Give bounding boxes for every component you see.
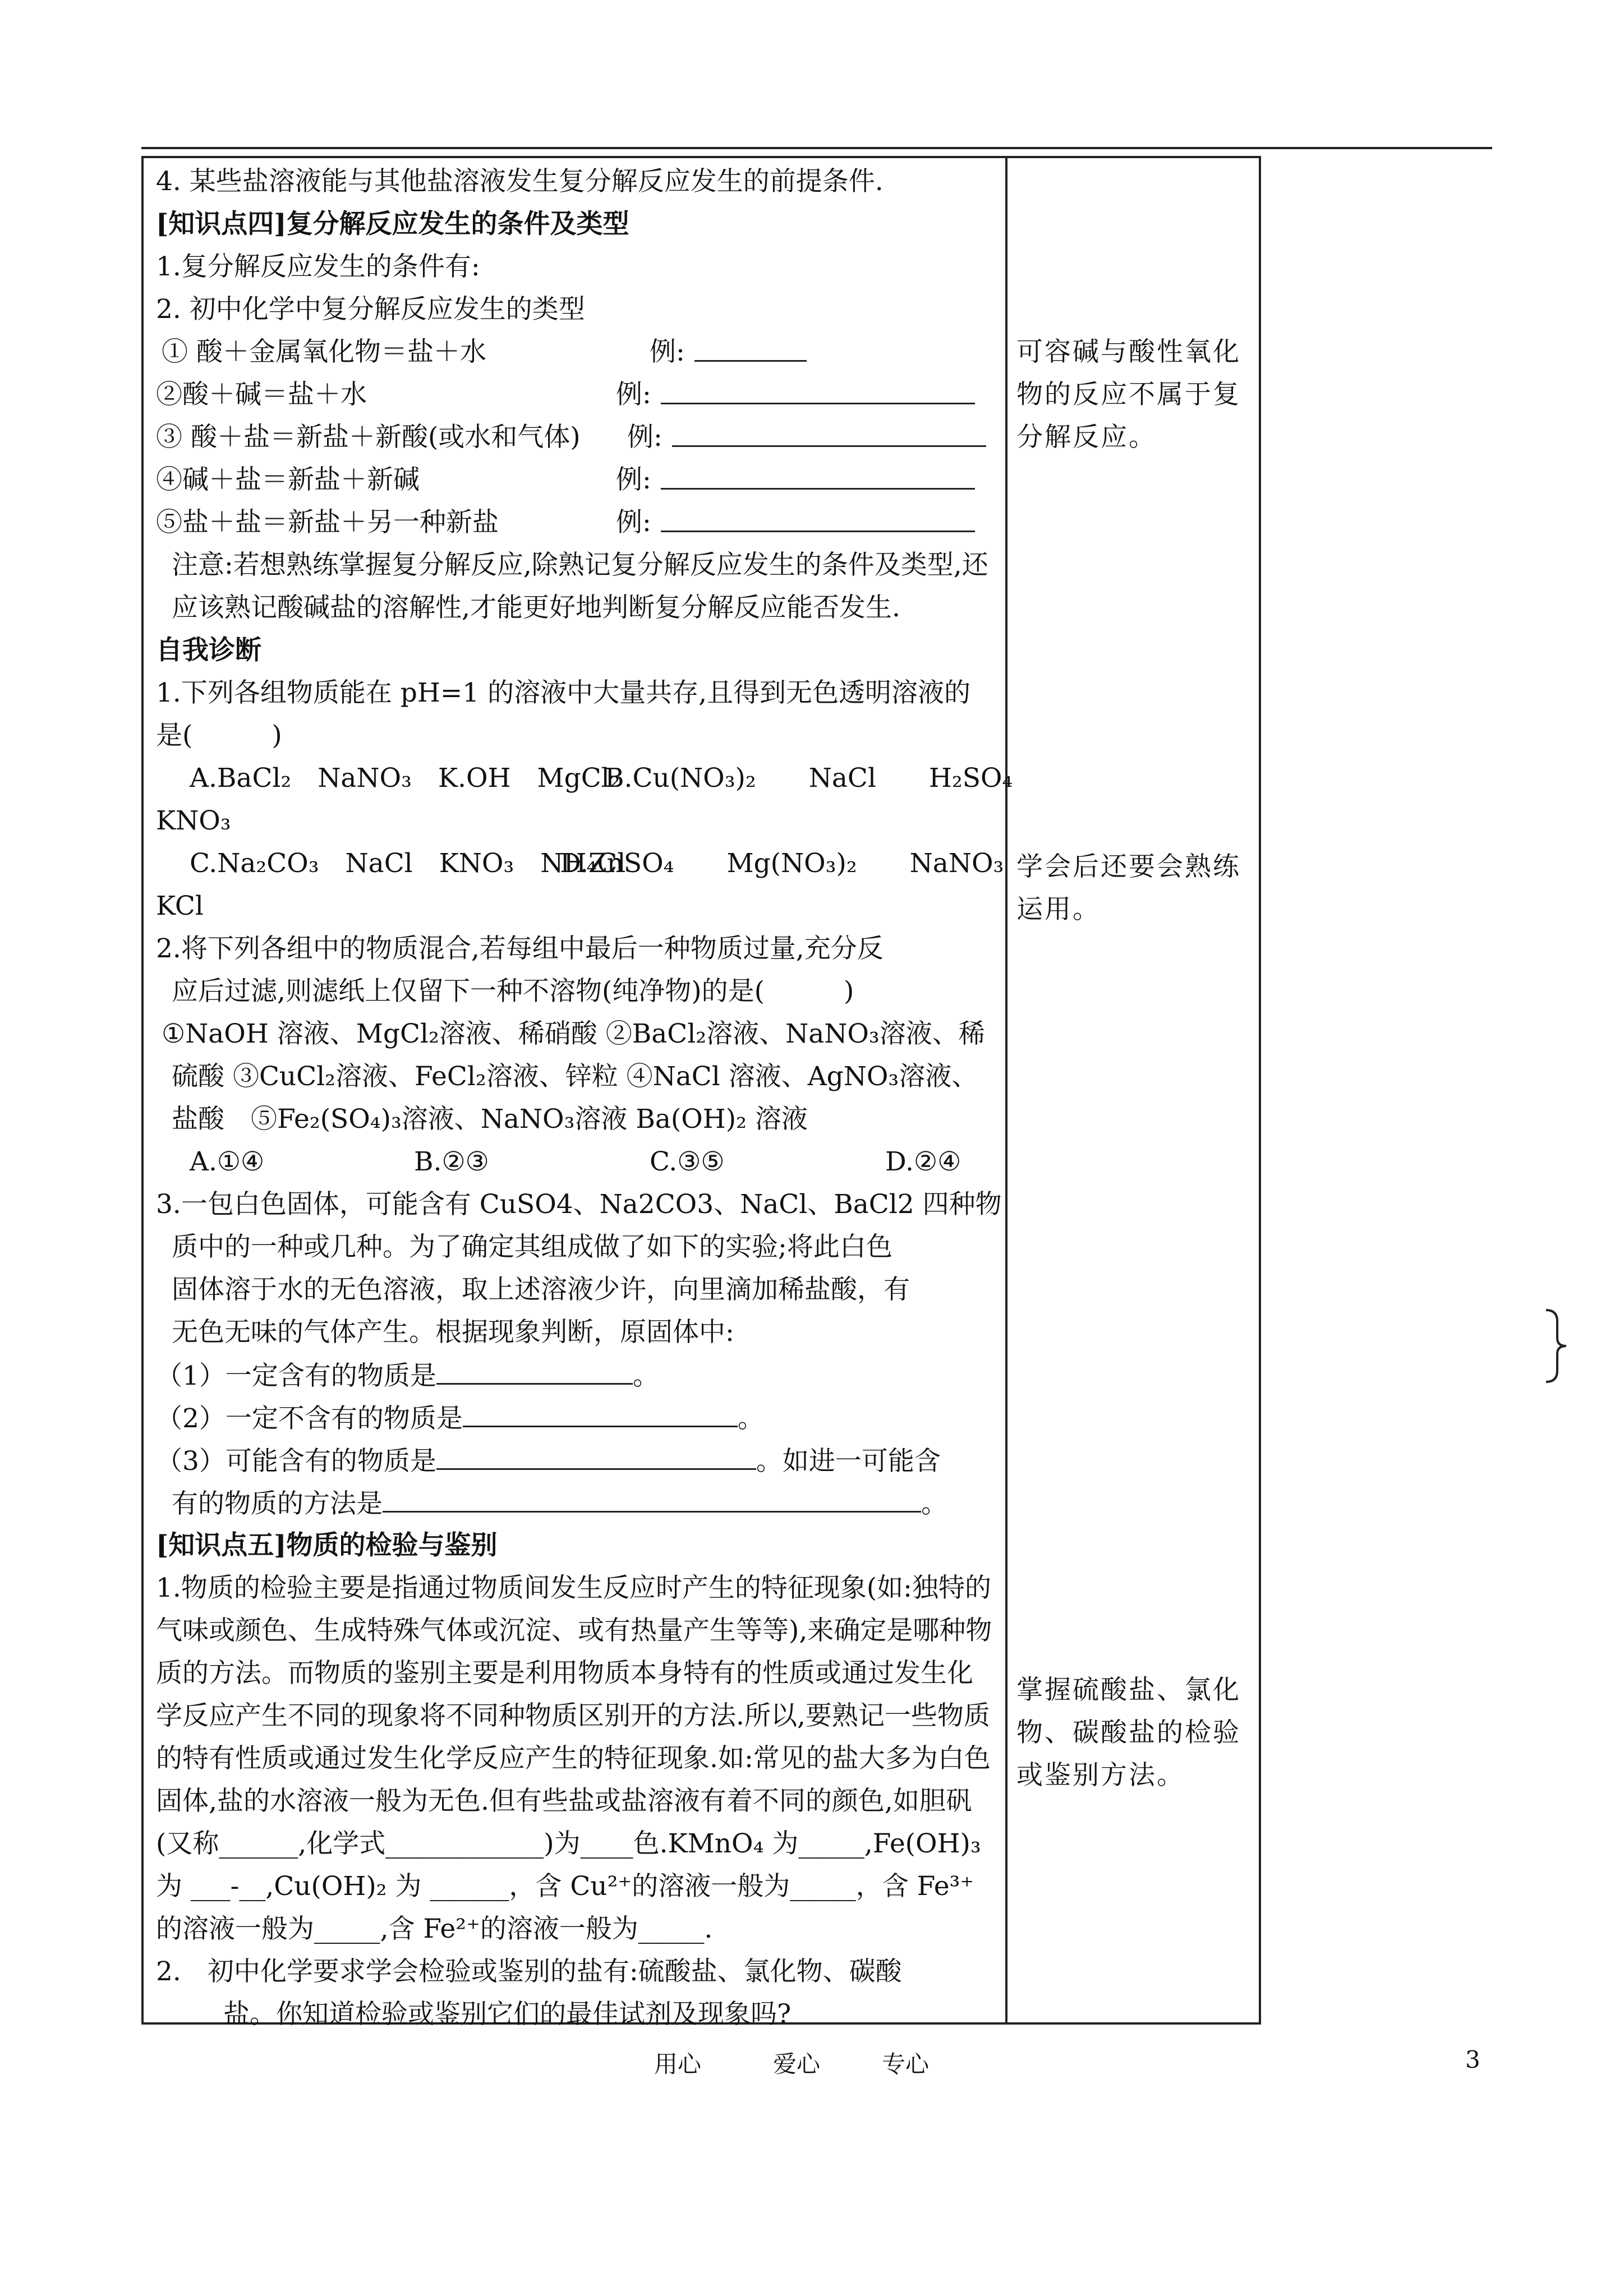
diag-heading: 自我诊断 xyxy=(156,635,261,666)
q1-options-ab: A.BaCl₂ NaNO₃ K.OH MgCl₂ B.Cu(NO₃)₂ NaCl H₂SO₄ xyxy=(190,763,1013,794)
q2-stem-a: 2.将下列各组中的物质混合,若每组中最后一种物质过量,充分反 xyxy=(156,933,884,964)
footer-word-3: 专心 xyxy=(882,2050,930,2078)
q2-items-a: ①NaOH 溶液、MgCl₂溶液、稀硝酸 ②BaCl₂溶液、NaNO₃溶液、稀 xyxy=(162,1018,985,1049)
answer-blank[interactable] xyxy=(661,374,975,404)
k5-paragraph-1: 1.物质的检验主要是指通过物质间发生反应时产生的特征现象(如:独特的气味或颜色、生成特殊气体或沉淀、或有热量产生等等),来确定是哪种物质的方法。而物质的鉴别主要是利用物质本身特有的性质或通过发生化学反应产生不同的现象将不同种物质区别开的方法.所以,要熟记一些物质的特有性质或通过发生化学反应产生的特征现象.如:常见的盐大多为白色固体,盐的水溶液一般为无色.但有些盐或盐溶液有着不同的颜色,如胆矾(又称______,化学式____________)为____色.KMnO₄ 为_____,Fe(OH)₃ 为 ___-__,Cu(OH)₂ 为 ______，含 Cu²⁺的溶液一般为_____，含 Fe³⁺的溶液一般为_____,含 Fe²⁺的溶液一般为_____. xyxy=(156,1573,992,1944)
k5-p2-b: 盐。你知道检验或鉴别它们的最佳试剂及现象吗? xyxy=(223,1999,792,2030)
answer-blank[interactable] xyxy=(694,331,807,362)
q2-options: A.①④ B.②③ C.③⑤ D.②④ xyxy=(190,1146,961,1177)
type-row-4: ④碱＋盐＝新盐＋新碱 例: xyxy=(156,459,995,501)
q2-items-b: 硫酸 ③CuCl₂溶液、FeCl₂溶液、锌粒 ④NaCl 溶液、AgNO₃溶液、 xyxy=(172,1061,978,1092)
answer-blank[interactable] xyxy=(436,1439,756,1470)
q1-options-cd: C.Na₂CO₃ NaCl KNO₃ NH₄Cl D.ZnSO₄ Mg(NO₃)₂ NaNO₃ xyxy=(190,848,1004,879)
q1-stem: 1.下列各组物质能在 pH=1 的溶液中大量共存,且得到无色透明溶液的是( ) xyxy=(156,677,971,751)
k4-q1: 1.复分解反应发生的条件有: xyxy=(156,251,480,282)
side-note-2: 学会后还要会熟练运用。 xyxy=(1016,851,1241,925)
side-note-1: 可容碱与酸性氧化物的反应不属于复分解反应。 xyxy=(1016,336,1241,453)
k4-heading: [知识点四]复分解反应发生的条件及类型 xyxy=(156,209,629,239)
prev-item-4: 4. 某些盐溶液能与其他盐溶液发生复分解反应发生的前提条件. xyxy=(156,166,884,197)
q2-stem-b: 应后过滤,则滤纸上仅留下一种不溶物(纯净物)的是( ) xyxy=(172,976,854,1007)
main-column xyxy=(156,160,1013,2036)
side-note-3: 掌握硫酸盐、氯化物、碳酸盐的检验或鉴别方法。 xyxy=(1016,1675,1241,1791)
q3-part-4: 有的物质的方法是 。 xyxy=(156,1482,995,1524)
footer-word-1: 用心 xyxy=(654,2050,702,2078)
answer-blank[interactable] xyxy=(661,501,975,532)
type-row-5: ⑤盐＋盐＝新盐＋另一种新盐 例: xyxy=(156,501,995,544)
header-rule xyxy=(141,147,1492,149)
type-row-1: ① 酸＋金属氧化物＝盐＋水 例: xyxy=(156,331,995,374)
k4-q2: 2. 初中化学中复分解反应发生的类型 xyxy=(156,294,585,325)
answer-blank[interactable] xyxy=(661,459,975,490)
q3-a: 3.一包白色固体，可能含有 CuSO4、Na2CO3、NaCl、BaCl2 四种物 xyxy=(156,1189,1002,1220)
type-row-2: ②酸＋碱＝盐＋水 例: xyxy=(156,374,995,416)
answer-blank[interactable] xyxy=(672,416,986,447)
k4-note: 注意:若想熟练掌握复分解反应,除熟记复分解反应发生的条件及类型,还应该熟记酸碱盐的溶解性,才能更好地判断复分解反应能否发生. xyxy=(172,550,988,623)
answer-blank[interactable] xyxy=(463,1396,738,1427)
q2-items-c: 盐酸 ⑤Fe₂(SO₄)₃溶液、NaNO₃溶液 Ba(OH)₂ 溶液 xyxy=(172,1104,808,1135)
q3-d: 无色无味的气体产生。根据现象判断，原固体中: xyxy=(172,1317,734,1348)
footer-word-2: 爱心 xyxy=(773,2050,821,2078)
answer-blank[interactable] xyxy=(383,1482,921,1513)
q3-part-3: （3）可能含有的物质是 。如进一可能含 xyxy=(156,1439,995,1482)
page-number: 3 xyxy=(1465,2046,1480,2073)
q3-part-2: （2）一定不含有的物质是 。 xyxy=(156,1396,995,1439)
k5-p2-a: 2. 初中化学要求学会检验或鉴别的盐有:硫酸盐、氯化物、碳酸 xyxy=(156,1956,902,1987)
q3-c: 固体溶于水的无色溶液，取上述溶液少许，向里滴加稀盐酸，有 xyxy=(172,1274,910,1305)
answer-blank[interactable] xyxy=(436,1354,633,1385)
k5-heading: [知识点五]物质的检验与鉴别 xyxy=(156,1530,498,1561)
q1-option-d-cont: KCl xyxy=(156,891,204,921)
q3-b: 质中的一种或几种。为了确定其组成做了如下的实验;将此白色 xyxy=(172,1232,892,1262)
q1-option-b-cont: KNO₃ xyxy=(156,805,231,836)
type-row-3: ③ 酸＋盐＝新盐＋新酸(或水和气体) 例: xyxy=(156,416,995,459)
column-divider xyxy=(1005,156,1007,2025)
curly-brace-mark xyxy=(1542,1307,1575,1385)
q3-part-1: （1）一定含有的物质是 。 xyxy=(156,1354,995,1396)
